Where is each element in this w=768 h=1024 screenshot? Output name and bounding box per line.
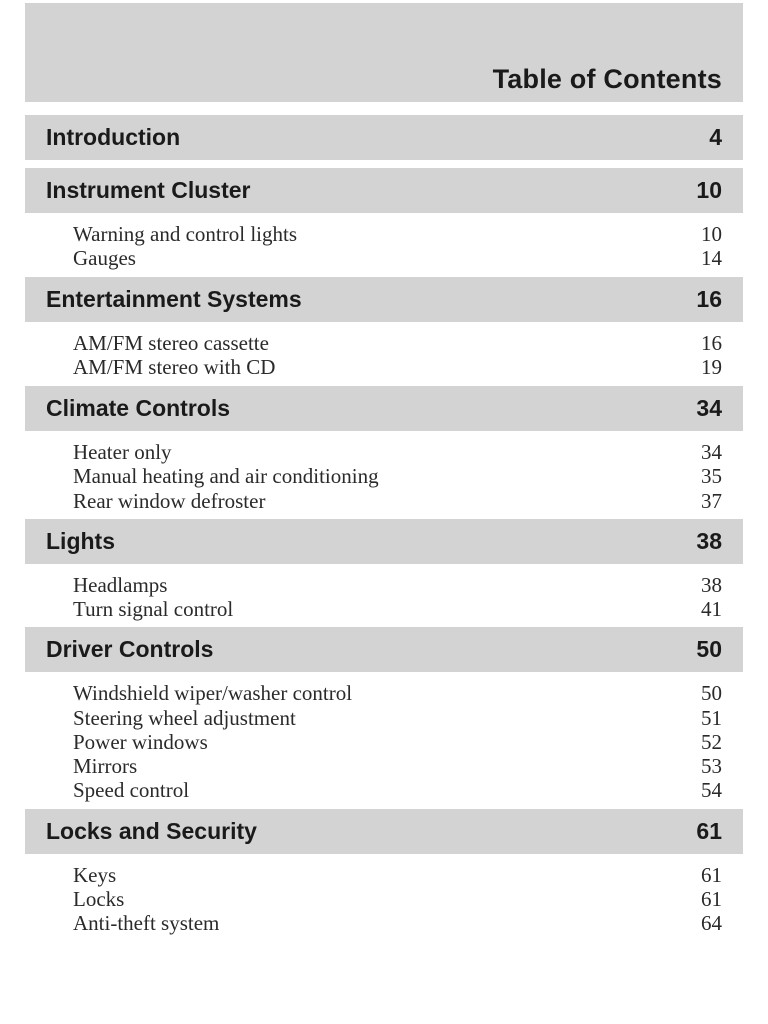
toc-entry-page: 38	[701, 573, 722, 597]
toc-entry-page: 61	[701, 863, 722, 887]
toc-entry-page: 10	[701, 222, 722, 246]
section-page-number: 34	[696, 395, 722, 421]
toc-entry[interactable]	[25, 754, 743, 778]
toc-entry[interactable]	[25, 246, 743, 270]
section-page-number: 38	[696, 528, 722, 554]
toc-entry-label: Mirrors	[73, 754, 138, 778]
section-title: Locks and Security	[46, 818, 257, 844]
toc-header	[25, 3, 743, 102]
toc-section-climate-controls[interactable]	[25, 386, 743, 431]
section-title: Entertainment Systems	[46, 286, 302, 312]
toc-entry-label: Headlamps	[73, 573, 168, 597]
toc-entry-label: Warning and control lights	[73, 222, 298, 246]
toc-entry-label: Heater only	[73, 440, 172, 464]
toc-entry-page: 37	[701, 489, 722, 513]
toc-entry-label: Manual heating and air conditioning	[73, 464, 379, 488]
section-page-number: 50	[696, 636, 722, 662]
section-title: Climate Controls	[46, 395, 231, 421]
toc-entry-label: Locks	[73, 887, 125, 911]
toc-entry-label: Gauges	[73, 246, 136, 270]
toc-entry[interactable]	[25, 489, 743, 513]
toc-section-instrument-cluster[interactable]	[25, 168, 743, 213]
toc-entry-label: Keys	[73, 863, 117, 887]
section-page-number: 61	[696, 818, 722, 844]
toc-entry-page: 64	[701, 911, 722, 935]
toc-entry-page: 16	[701, 331, 722, 355]
toc-entry-page: 52	[701, 730, 722, 754]
toc-entry[interactable]	[25, 681, 743, 705]
toc-section-introduction[interactable]	[25, 115, 743, 160]
toc-entry-label: AM/FM stereo cassette	[73, 331, 269, 355]
toc-entry[interactable]	[25, 573, 743, 597]
toc-entry-page: 34	[701, 440, 722, 464]
section-title: Introduction	[46, 124, 181, 150]
toc-entry-page: 19	[701, 355, 722, 379]
toc-entry[interactable]	[25, 440, 743, 464]
toc-entry[interactable]	[25, 331, 743, 355]
toc-entry-page: 35	[701, 464, 722, 488]
toc-section-driver-controls[interactable]	[25, 627, 743, 672]
toc-entry-page: 53	[701, 754, 722, 778]
toc-entry[interactable]	[25, 222, 743, 246]
section-page-number: 10	[696, 177, 722, 203]
toc-entry-page: 61	[701, 887, 722, 911]
toc-entry-page: 51	[701, 706, 722, 730]
toc-entry-page: 50	[701, 681, 722, 705]
toc-entry-label: Turn signal control	[73, 597, 234, 621]
toc-entry[interactable]	[25, 597, 743, 621]
toc-entry-label: Steering wheel adjustment	[73, 706, 296, 730]
toc-entry-page: 41	[701, 597, 722, 621]
toc-entry-label: AM/FM stereo with CD	[73, 355, 276, 379]
toc-section-locks-and-security[interactable]	[25, 809, 743, 854]
toc-entry[interactable]	[25, 355, 743, 379]
toc-entry-label: Speed control	[73, 778, 190, 802]
toc-entry[interactable]	[25, 911, 743, 935]
toc-entry-label: Anti-theft system	[73, 911, 220, 935]
section-title: Driver Controls	[46, 636, 214, 662]
section-page-number: 4	[709, 124, 722, 150]
toc-entry-label: Windshield wiper/washer control	[73, 681, 353, 705]
section-page-number: 16	[696, 286, 722, 312]
toc-section-entertainment-systems[interactable]	[25, 277, 743, 322]
toc-entry[interactable]	[25, 730, 743, 754]
section-title: Lights	[46, 528, 115, 554]
section-title: Instrument Cluster	[46, 177, 251, 203]
toc-entry[interactable]	[25, 863, 743, 887]
toc-entry-page: 54	[701, 778, 722, 802]
toc-entry[interactable]	[25, 778, 743, 802]
toc-section-lights[interactable]	[25, 519, 743, 564]
toc-entry-label: Power windows	[73, 730, 208, 754]
toc-entry[interactable]	[25, 464, 743, 488]
page-title: Table of Contents	[492, 64, 722, 94]
toc-entry[interactable]	[25, 706, 743, 730]
toc-entry-label: Rear window defroster	[73, 489, 266, 513]
toc-entry[interactable]	[25, 887, 743, 911]
toc-entry-page: 14	[701, 246, 722, 270]
